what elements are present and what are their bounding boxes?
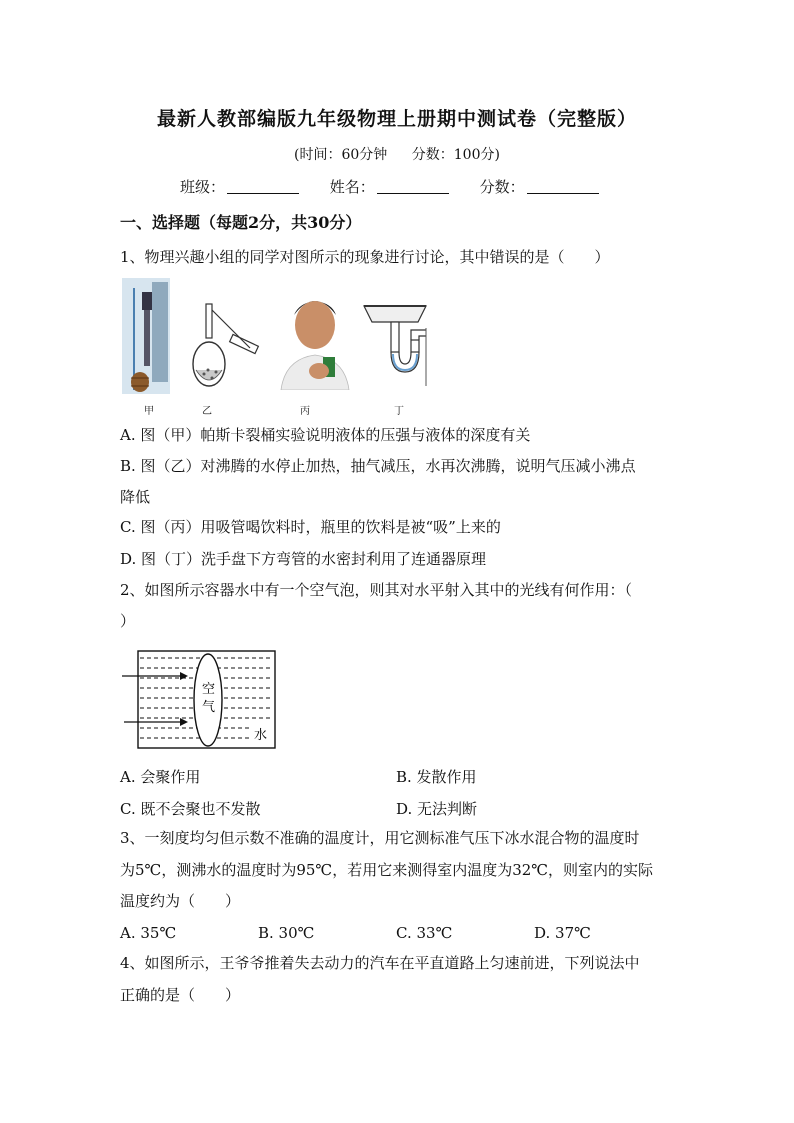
question-1-option-c[interactable]: C. 图（丙）用吸管喝饮料时，瓶里的饮料是被“吸”上来的 — [120, 518, 501, 536]
question-1-option-b[interactable]: B. 图（乙）对沸腾的水停止加热，抽气减压，水再次沸腾，说明气压减小沸点 — [120, 457, 636, 475]
question-3-line-2: 为5℃，测沸水的温度时为95℃，若用它来测得室内温度为32℃，则室内的实际 — [120, 861, 654, 879]
class-field[interactable]: 班级： — [180, 176, 299, 197]
figure-label-jia: 甲 — [144, 406, 154, 417]
question-4-line-1: 4、如图所示，王爷爷推着失去动力的汽车在平直道路上匀速前进，下列说法中 — [120, 954, 640, 972]
question-1-option-d[interactable]: D. 图（丁）洗手盘下方弯管的水密封利用了连通器原理 — [120, 550, 487, 568]
question-1-option-b-cont: 降低 — [120, 488, 151, 506]
question-1-option-a[interactable]: A. 图（甲）帕斯卡裂桶实验说明液体的压强与液体的深度有关 — [120, 426, 531, 444]
figure-label-yi: 乙 — [202, 406, 212, 417]
score-blank[interactable] — [527, 179, 599, 194]
exam-time: (时间：60分钟 — [294, 147, 388, 163]
student-fields — [180, 176, 625, 197]
page-title: 最新人教部编版九年级物理上册期中测试卷（完整版） — [156, 108, 637, 130]
exam-info — [0, 144, 794, 164]
name-blank[interactable] — [377, 179, 449, 194]
figure-label-ding: 丁 — [394, 406, 404, 417]
question-3-option-a[interactable]: A. 35℃ — [120, 924, 177, 942]
figure-label-bing: 丙 — [300, 406, 310, 417]
question-2-option-b[interactable]: B. 发散作用 — [396, 768, 477, 786]
score-field[interactable]: 分数： — [480, 176, 599, 197]
figure-water-label: 水 — [254, 728, 268, 743]
boy-drinking-figure — [277, 293, 351, 390]
figure-air-char-2: 气 — [202, 700, 216, 715]
question-2-stem-cont: ） — [120, 612, 136, 630]
question-2-option-c[interactable]: C. 既不会聚也不发散 — [120, 800, 261, 818]
figure-air-char-1: 空 — [202, 682, 216, 697]
question-3-option-d[interactable]: D. 37℃ — [534, 924, 591, 942]
question-3-option-b[interactable]: B. 30℃ — [258, 924, 315, 942]
question-2-option-a[interactable]: A. 会聚作用 — [120, 768, 201, 786]
class-blank[interactable] — [227, 179, 299, 194]
air-bubble-figure — [120, 648, 280, 752]
exam-score: 分数：100分) — [411, 147, 500, 163]
question-3-option-c[interactable]: C. 33℃ — [396, 924, 453, 942]
section-heading: 一、选择题（每题2分，共30分） — [120, 213, 362, 232]
question-2-stem: 2、如图所示容器水中有一个空气泡，则其对水平射入其中的光线有何作用：（ — [120, 581, 633, 599]
question-1-stem: 1、物理兴趣小组的同学对图所示的现象进行讨论，其中错误的是（ ） — [120, 248, 610, 266]
boiling-flask-figure — [190, 300, 262, 392]
question-3-line-3: 温度约为（ ） — [120, 892, 241, 910]
question-4-line-2: 正确的是（ ） — [120, 986, 241, 1004]
pascal-barrel-figure — [122, 278, 170, 394]
sink-trap-figure — [360, 300, 430, 388]
question-3-line-1: 3、一刻度均匀但示数不准确的温度计，用它测标准气压下冰水混合物的温度时 — [120, 829, 640, 847]
name-field[interactable]: 姓名： — [330, 176, 449, 197]
question-2-option-d[interactable]: D. 无法判断 — [396, 800, 478, 818]
